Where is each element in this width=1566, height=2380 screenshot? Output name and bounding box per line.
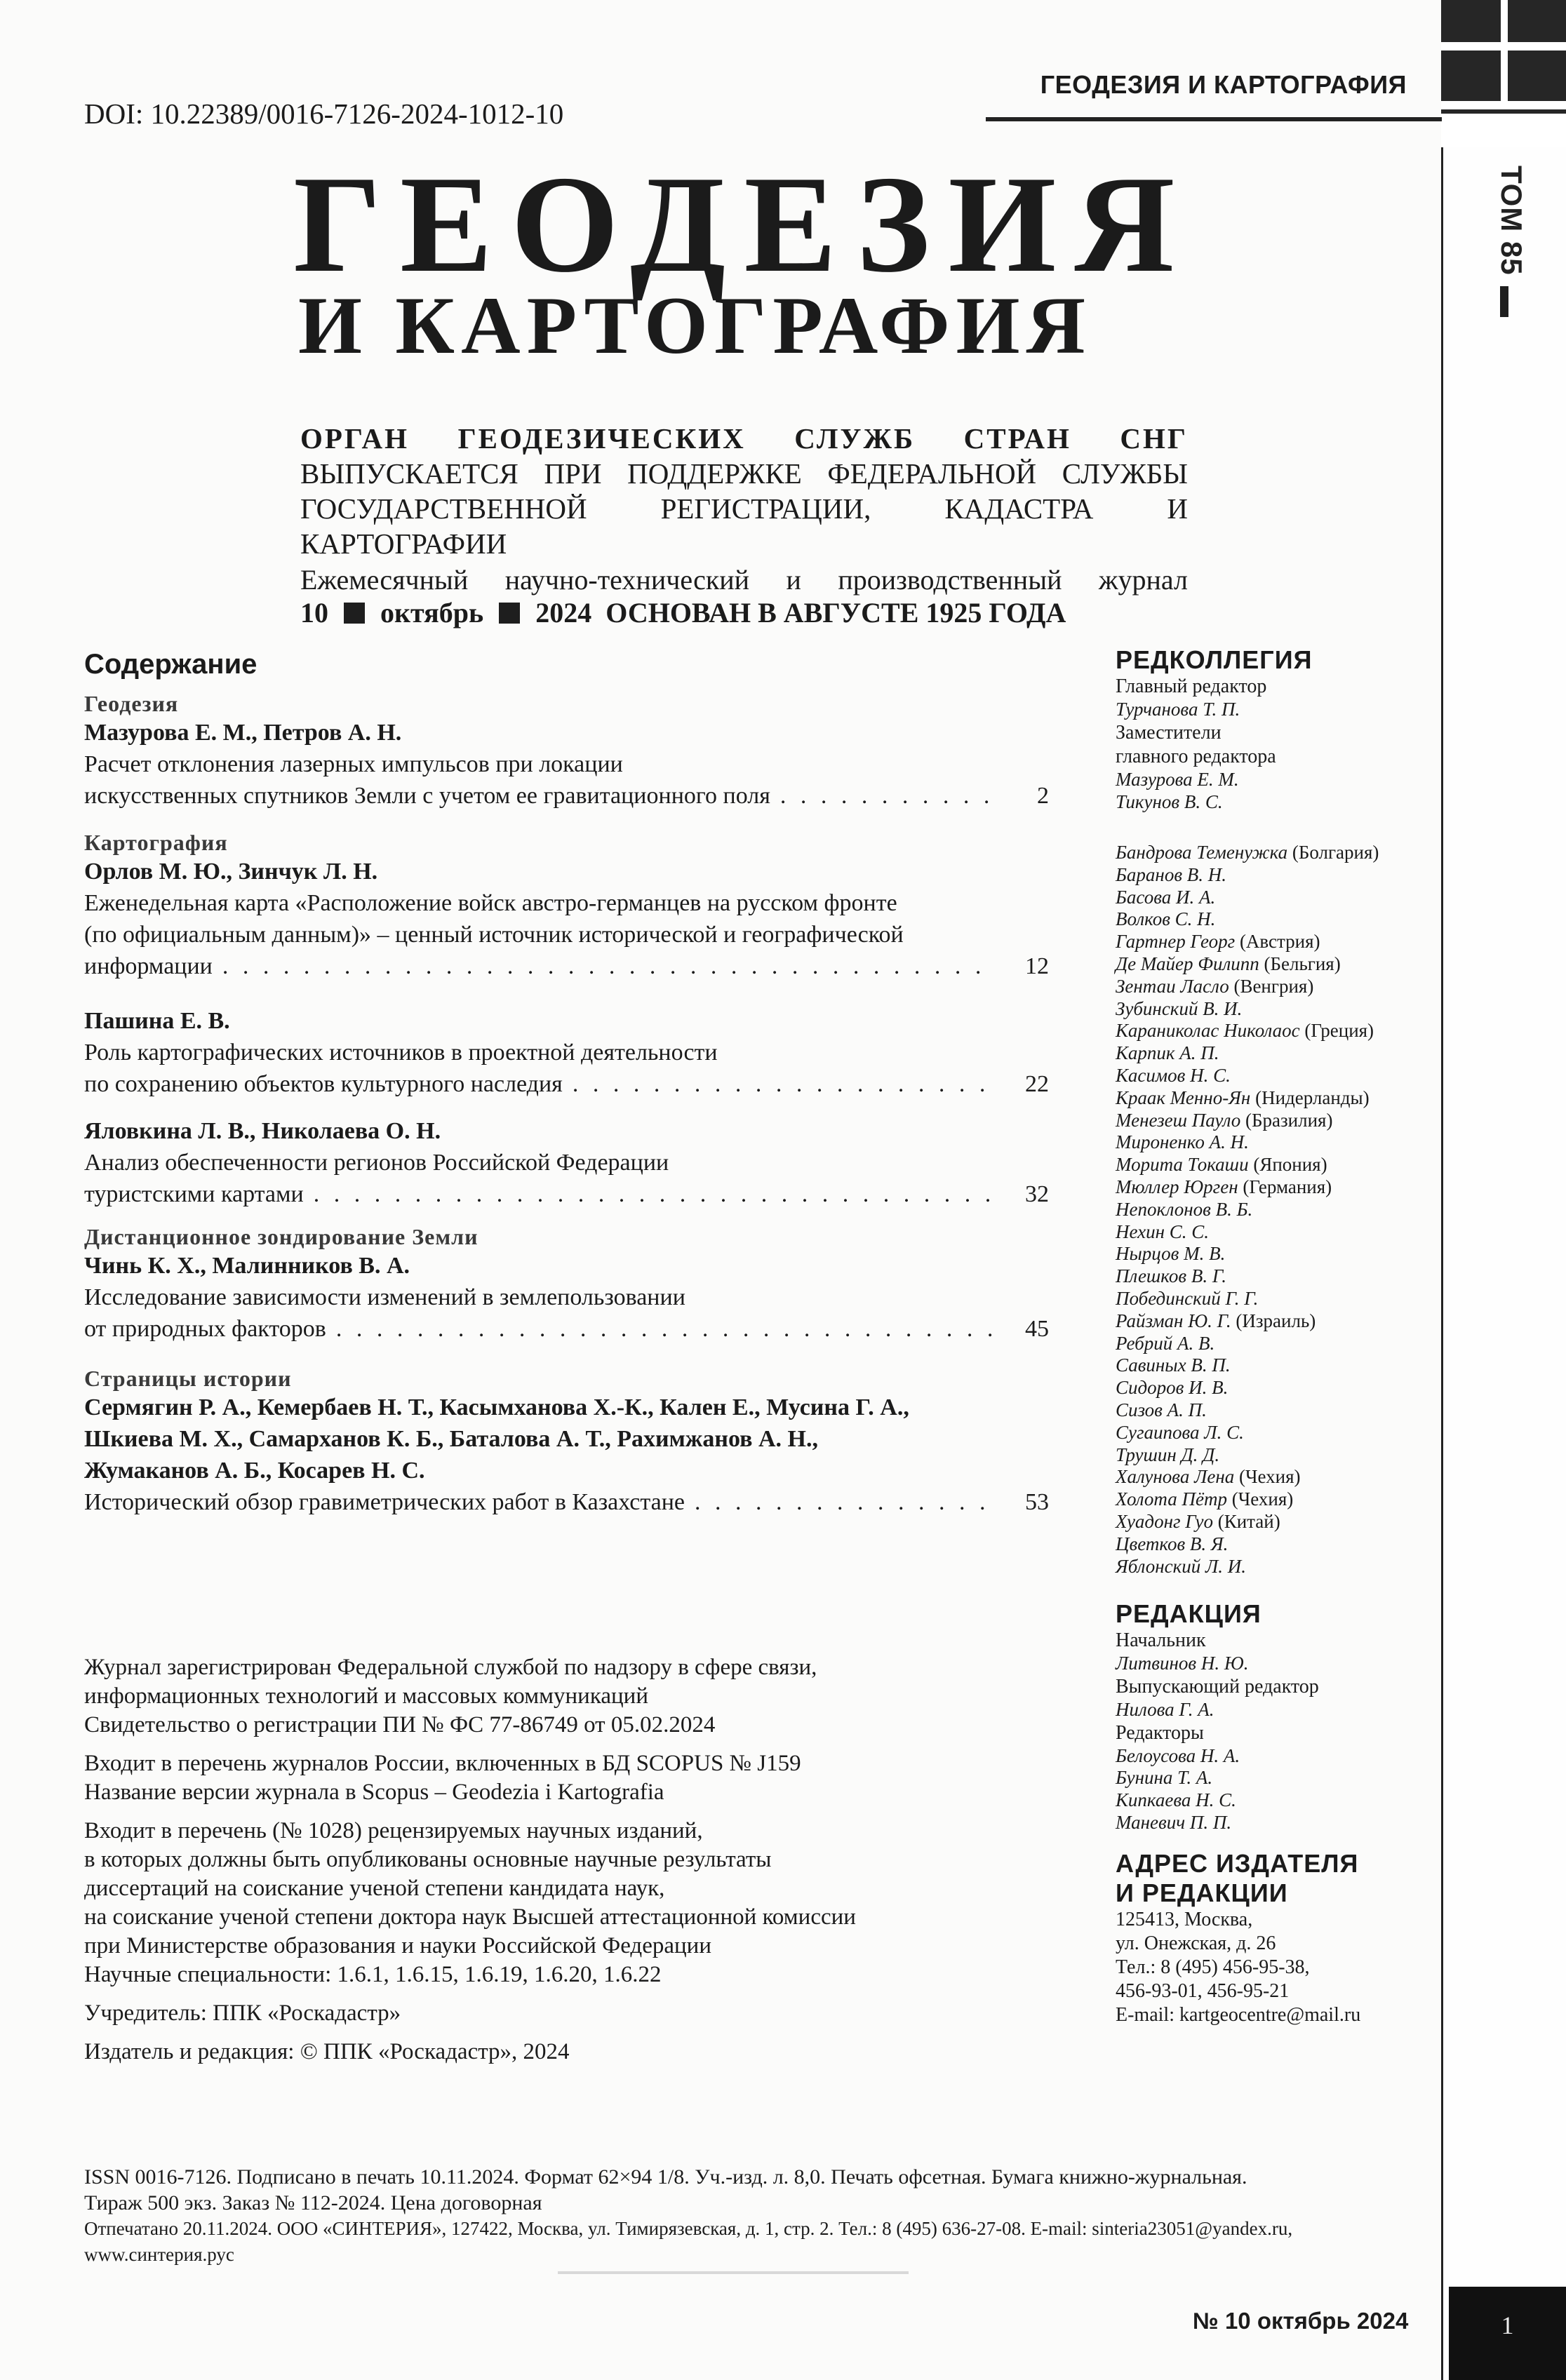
board-member-name: Плешков В. Г. <box>1116 1265 1226 1287</box>
deputies-label: Заместители <box>1116 721 1222 744</box>
vak-line: диссертаций на соискание ученой степени кандидата наук, <box>84 1876 665 1901</box>
publisher-line: Издатель и редакция: © ППК «Роскадастр», 2024 <box>84 2039 570 2064</box>
board-member-name: Гартнер Георг <box>1116 931 1236 953</box>
board-member <box>1116 1533 1438 1556</box>
page-number: 1 <box>1449 2287 1566 2380</box>
toc-page: 32 <box>1025 1181 1049 1207</box>
board-member-name: Сидоров И. В. <box>1116 1377 1229 1399</box>
volume-marker <box>1500 286 1508 317</box>
toc-last-line: по сохранению объектов культурного наследия . . . 22 <box>84 1068 1049 1100</box>
toc-page: 53 <box>1025 1489 1049 1515</box>
journal-description: Ежемесячный научно-технический и производственный журнал <box>300 564 1188 596</box>
separator-square-icon <box>499 603 520 624</box>
board-member <box>1116 1110 1438 1132</box>
board-member-country: (Австрия) <box>1239 931 1320 953</box>
reg-line: Свидетельство о регистрации ПИ № ФС 77-86749 от 05.02.2024 <box>84 1712 716 1737</box>
founder-line: Учредитель: ППК «Роскадастр» <box>84 2001 401 2026</box>
address-line: ул. Онежская, д. 26 <box>1116 1932 1276 1954</box>
toc-section: Картография <box>84 830 228 855</box>
board-member-country: (Япония) <box>1253 1154 1327 1176</box>
board-member <box>1116 1131 1438 1154</box>
board-member-country: (Китай) <box>1217 1510 1280 1532</box>
board-member <box>1116 1422 1438 1444</box>
exec-editor-label: Выпускающий редактор <box>1116 1675 1319 1697</box>
editorial-board <box>1116 645 1438 813</box>
toc-last-line: искусственных спутников Земли с учетом ее гравитационного поля . . . 2 <box>84 780 1049 812</box>
imprint-line: ISSN 0016-7126. Подписано в печать 10.11.2024. Формат 62×94 1/8. Уч.-изд. л. 8,0. Печать офсетная. Бумага книжно-журнальная. <box>84 2165 1247 2189</box>
board-member <box>1116 1399 1438 1422</box>
editor-name: Белоусова Н. А. <box>1116 1744 1240 1766</box>
toc-title-line: Исследование зависимости изменений в землепользовании <box>84 1284 685 1310</box>
toc-authors: Яловкина Л. В., Николаева О. Н. <box>84 1118 441 1144</box>
reg-line: информационных технологий и массовых коммуникаций <box>84 1683 648 1709</box>
toc-section: Дистанционное зондирование Земли <box>84 1224 479 1249</box>
board-member <box>1116 1221 1438 1244</box>
board-member-name: Караниколас Николаос <box>1116 1020 1300 1042</box>
editor-name: Кипкаева Н. С. <box>1116 1789 1236 1811</box>
issue-footer: № 10 октябрь 2024 <box>1193 2308 1409 2334</box>
imprint <box>84 2164 1417 2268</box>
board-member-name: Краак Менно-Ян <box>1116 1087 1251 1108</box>
toc-item[interactable] <box>84 691 1066 812</box>
board-member <box>1116 1243 1438 1265</box>
vak-line: на соискание ученой степени доктора наук Высшей аттестационной комиссии <box>84 1904 856 1930</box>
board-member <box>1116 1377 1438 1399</box>
board-member <box>1116 1310 1438 1333</box>
editorial-office-heading: РЕДАКЦИЯ <box>1116 1599 1262 1628</box>
board-member-name: Мироненко А. Н. <box>1116 1131 1249 1153</box>
toc-title-line: Еженедельная карта «Расположение войск австро-германцев на русском фронте <box>84 890 897 916</box>
office-head-name: Литвинов Н. Ю. <box>1116 1653 1249 1674</box>
board-member-name: Карпик А. П. <box>1116 1042 1219 1064</box>
board-member <box>1116 931 1438 953</box>
board-member-name: Менезеш Пауло <box>1116 1109 1241 1131</box>
board-member-country: (Венгрия) <box>1233 975 1314 997</box>
board-member-country: (Чехия) <box>1231 1488 1294 1510</box>
issue-month: октябрь <box>380 597 484 628</box>
toc-page: 45 <box>1025 1316 1049 1342</box>
faded-separator <box>558 2271 909 2274</box>
toc-authors: Орлов М. Ю., Зинчук Л. Н. <box>84 859 378 885</box>
toc-title-line: Расчет отклонения лазерных импульсов при локации <box>84 751 623 777</box>
toc-title-line: Роль картографических источников в проектной деятельности <box>84 1040 718 1065</box>
address-line: 125413, Москва, <box>1116 1909 1253 1930</box>
scopus-line: Входит в перечень журналов России, включенных в БД SCOPUS № J159 <box>84 1751 801 1776</box>
toc-last-line: информации . . . 12 <box>84 950 1049 982</box>
toc-item[interactable] <box>84 1115 1066 1210</box>
header-rule <box>986 117 1442 121</box>
toc-page: 2 <box>1037 783 1049 809</box>
board-member <box>1116 908 1438 931</box>
board-member <box>1116 1087 1438 1110</box>
board-member <box>1116 1444 1438 1467</box>
exec-editor-name: Нилова Г. А. <box>1116 1698 1214 1720</box>
editor-name: Маневич П. П. <box>1116 1811 1232 1833</box>
toc-authors: Пашина Е. В. <box>84 1008 230 1034</box>
organ-line: ОРГАН ГЕОДЕЗИЧЕСКИХ СЛУЖБ СТРАН СНГ <box>300 422 1188 455</box>
toc-page: 12 <box>1025 953 1049 979</box>
board-member <box>1116 1288 1438 1310</box>
separator-square-icon <box>344 603 365 624</box>
board-member-name: Морита Токаши <box>1116 1154 1249 1176</box>
toc-authors: Мазурова Е. М., Петров А. Н. <box>84 720 402 746</box>
contents-title: Содержание <box>84 649 257 680</box>
board-member-name: Мюллер Юрген <box>1116 1176 1238 1197</box>
board-member-name: Хуадонг Гуо <box>1116 1510 1213 1532</box>
editor-name: Бунина Т. А. <box>1116 1767 1213 1789</box>
board-member <box>1116 1199 1438 1221</box>
board-member-name: Баранов В. Н. <box>1116 863 1227 885</box>
doi[interactable]: DOI: 10.22389/0016-7126-2024-1012-10 <box>84 98 564 130</box>
toc-item[interactable] <box>84 830 1066 982</box>
board-member-name: Холота Пётр <box>1116 1488 1227 1510</box>
board-member <box>1116 1020 1438 1042</box>
board-member-name: Нырцов М. В. <box>1116 1243 1226 1265</box>
support-line-2: ГОСУДАРСТВЕННОЙ РЕГИСТРАЦИИ, КАДАСТРА И КАРТОГРАФИИ <box>300 492 1188 560</box>
printer-website[interactable]: www.синтерия.рус <box>84 2244 234 2265</box>
board-member-country: (Греция) <box>1304 1020 1374 1042</box>
deputies-label: главного редактора <box>1116 745 1276 767</box>
office-head-label: Начальник <box>1116 1629 1206 1651</box>
board-member-name: Сизов А. П. <box>1116 1399 1207 1420</box>
phone-line: Тел.: 8 (495) 456-95-38, <box>1116 1956 1310 1978</box>
toc-last-line: от природных факторов . . . 45 <box>84 1313 1049 1345</box>
board-member-name: Бандрова Теменужка <box>1116 842 1288 863</box>
founded-note: ОСНОВАН В АВГУСТЕ 1925 ГОДА <box>605 597 1066 628</box>
board-member-name: Басова И. А. <box>1116 886 1216 908</box>
specialties-line: Научные специальности: 1.6.1, 1.6.15, 1.6.19, 1.6.20, 1.6.22 <box>84 1962 662 1987</box>
board-member-name: Непоклонов В. Б. <box>1116 1198 1253 1220</box>
toc-last-line: Исторический обзор гравиметрических работ в Казахстане . . . 53 <box>84 1486 1049 1518</box>
volume-label: ТОМ 85 <box>1495 166 1528 276</box>
board-member-name: Трушин Д. Д. <box>1116 1444 1220 1465</box>
chief-editor-label: Главный редактор <box>1116 675 1267 697</box>
imprint-line: Тираж 500 экз. Заказ № 112-2024. Цена договорная <box>84 2191 542 2214</box>
board-member-name: Касимов Н. С. <box>1116 1064 1231 1086</box>
running-header: ГЕОДЕЗИЯ И КАРТОГРАФИЯ <box>1040 70 1407 99</box>
email-line[interactable]: E-mail: kartgeocentre@mail.ru <box>1116 2004 1361 2026</box>
printer-line: Отпечатано 20.11.2024. ООО «СИНТЕРИЯ», 127422, Москва, ул. Тимирязевская, д. 1, стр. 2. Тел.: 8 (495) 636-27-08. E-mail: sinteria23051@yandex.ru, <box>84 2218 1293 2239</box>
board-member <box>1116 842 1438 864</box>
board-member-country: (Чехия) <box>1239 1466 1301 1488</box>
vak-line: в которых должны быть опубликованы основные научные результаты <box>84 1847 772 1872</box>
address-heading: АДРЕС ИЗДАТЕЛЯ <box>1116 1849 1359 1878</box>
board-member <box>1116 953 1438 976</box>
editorial-board-heading: РЕДКОЛЛЕГИЯ <box>1116 645 1313 674</box>
board-member <box>1116 1511 1438 1533</box>
toc-title-line: Анализ обеспеченности регионов Российской Федерации <box>84 1150 669 1176</box>
board-member <box>1116 1154 1438 1176</box>
board-member <box>1116 976 1438 998</box>
phone-line: 456-93-01, 456-95-21 <box>1116 1980 1290 2002</box>
board-member-name: Побединский Г. Г. <box>1116 1287 1259 1309</box>
board-member-name: Савиных В. П. <box>1116 1354 1231 1376</box>
toc-section: Страницы истории <box>84 1366 292 1391</box>
board-member <box>1116 1354 1438 1377</box>
toc-last-line: туристскими картами . . . 32 <box>84 1178 1049 1210</box>
editors-label: Редакторы <box>1116 1721 1204 1744</box>
board-member <box>1116 1466 1438 1488</box>
board-member-country: (Бразилия) <box>1245 1109 1333 1131</box>
board-member-country: (Германия) <box>1243 1176 1332 1197</box>
issue-number: 10 <box>300 597 328 628</box>
board-member <box>1116 864 1438 887</box>
address-heading: И РЕДАКЦИИ <box>1116 1878 1288 1907</box>
board-member-name: Волков С. Н. <box>1116 908 1216 930</box>
board-member-country: (Израиль) <box>1236 1310 1316 1331</box>
board-member-name: Зентаи Ласло <box>1116 975 1229 997</box>
vak-line: Входит в перечень (№ 1028) рецензируемых научных изданий, <box>84 1818 703 1843</box>
chief-editor-name: Турчанова Т. П. <box>1116 699 1240 720</box>
board-member <box>1116 1488 1438 1511</box>
board-member-name: Ребрий А. В. <box>1116 1332 1215 1354</box>
board-member <box>1116 1042 1438 1065</box>
vak-line: при Министерстве образования и науки Российской Федерации <box>84 1933 711 1958</box>
board-member-name: Зубинский В. И. <box>1116 997 1243 1019</box>
board-members-list <box>1116 842 1438 1578</box>
toc-section: Геодезия <box>84 691 179 716</box>
board-member <box>1116 1556 1438 1578</box>
toc-item[interactable] <box>84 1224 1066 1345</box>
toc-item[interactable] <box>84 1005 1066 1100</box>
board-member <box>1116 1265 1438 1288</box>
board-member-name: Сугаипова Л. С. <box>1116 1421 1244 1443</box>
deputy-name: Тикунов В. С. <box>1116 791 1223 812</box>
board-member-country: (Болгария) <box>1292 842 1379 863</box>
board-member-name: Де Майер Филипп <box>1116 953 1259 974</box>
toc-authors: Сермягин Р. А., Кемербаев Н. Т., Касымханова Х.-К., Кален Е., Мусина Г. А., <box>84 1394 909 1420</box>
toc-page: 22 <box>1025 1071 1049 1097</box>
board-member <box>1116 887 1438 909</box>
reg-line: Журнал зарегистрирован Федеральной службой по надзору в сфере связи, <box>84 1655 817 1680</box>
board-member <box>1116 1176 1438 1199</box>
board-member-name: Халунова Лена <box>1116 1466 1235 1488</box>
board-member <box>1116 1333 1438 1355</box>
bottom-rule <box>1441 2234 1443 2380</box>
issue-year: 2024 <box>535 597 592 628</box>
board-member <box>1116 998 1438 1021</box>
toc-authors: Жумаканов А. Б., Косарев Н. С. <box>84 1458 425 1484</box>
board-member-country: (Бельгия) <box>1264 953 1341 974</box>
board-member-country: (Нидерланды) <box>1255 1087 1370 1108</box>
toc-authors: Шкиева М. Х., Самарханов К. Б., Баталова А. Т., Рахимжанов А. Н., <box>84 1426 818 1452</box>
journal-title-line2: И КАРТОГРАФИЯ <box>298 281 1092 371</box>
toc-item[interactable] <box>84 1366 1066 1518</box>
scopus-line: Название версии журнала в Scopus – Geodezia i Kartografia <box>84 1780 664 1805</box>
issue-line <box>300 596 1188 629</box>
board-member-name: Цветков В. Я. <box>1116 1533 1229 1554</box>
right-edge-strip <box>1441 0 1566 2380</box>
toc-title-line: (по официальным данным)» – ценный источник исторической и географической <box>84 922 904 948</box>
support-line-1: ВЫПУСКАЕТСЯ ПРИ ПОДДЕРЖКЕ ФЕДЕРАЛЬНОЙ СЛУЖБЫ <box>300 457 1188 490</box>
deputy-name: Мазурова Е. М. <box>1116 768 1239 790</box>
toc-authors: Чинь К. Х., Малинников В. А. <box>84 1253 410 1279</box>
journal-title-line1: ГЕОДЕЗИЯ <box>293 147 1193 301</box>
editorial-office <box>1116 1599 1438 1834</box>
corner-logo-icon <box>1441 0 1566 147</box>
publisher-address <box>1116 1849 1438 2027</box>
board-member-name: Нехин С. С. <box>1116 1221 1210 1242</box>
board-member <box>1116 1065 1438 1087</box>
registration-info <box>84 1653 1080 2066</box>
board-member-name: Яблонский Л. И. <box>1116 1555 1247 1577</box>
board-member-name: Райзман Ю. Г. <box>1116 1310 1231 1331</box>
